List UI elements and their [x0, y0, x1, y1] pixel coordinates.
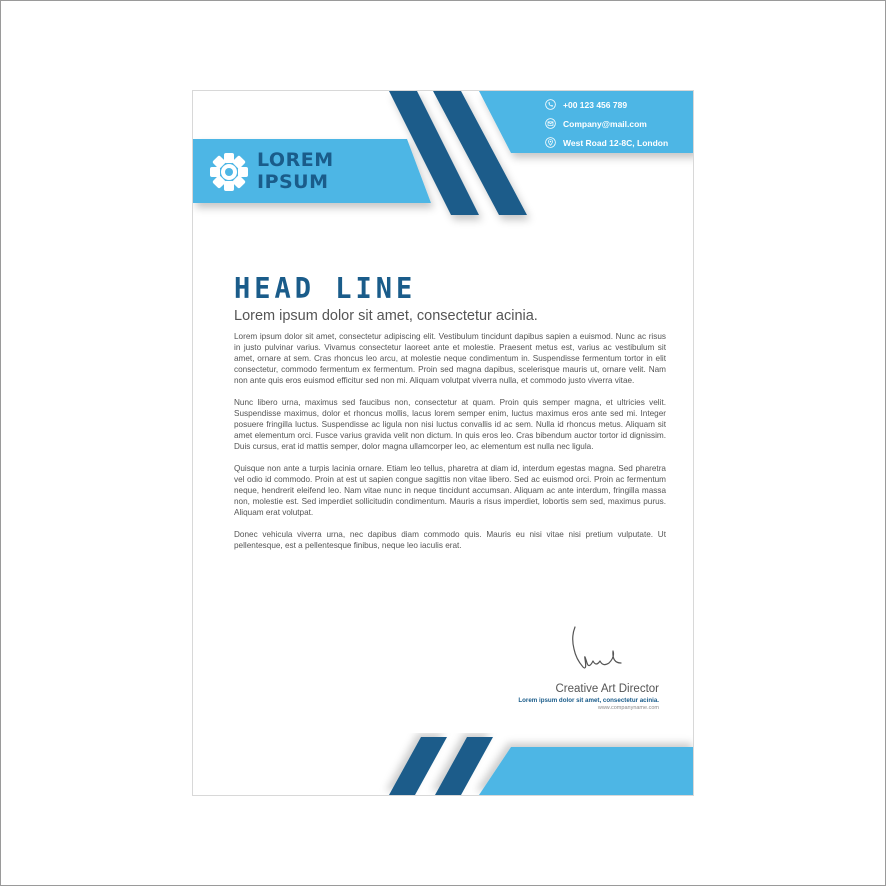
subheadline: Lorem ipsum dolor sit amet, consectetur acinia. — [234, 308, 538, 324]
signature-subtitle: Lorem ipsum dolor sit amet, consectetur acinia. — [518, 697, 659, 704]
signature-website: www.companyname.com — [597, 705, 659, 711]
paragraph-2: Nunc libero urna, maximus sed faucibus non, consectetur at quam. Proin quis semper magna, et ultricies velit. Suspendisse maximus, dolor et rhoncus mollis, lacus lorem semper enim, luctus maximus eros ante sed mi. Integer posuere fringilla luctus. Suspendisse ac ligula non nisi luctus convallis id ac sem. Nulla id rhoncus metus. Aliquam sit amet elementum orci. Fusce varius gravida velit non dictum. In quis eros leo. Cras bibendum auctor tortor id dignissim. Duis cursus, erat id mattis semper, dolor magna ullamcorper leo, ac elementum est nulla nec ligula. — [234, 398, 666, 451]
signature-title: Creative Art Director — [555, 683, 659, 695]
contact-address — [545, 133, 668, 152]
paragraph-1: Lorem ipsum dolor sit amet, consectetur adipiscing elit. Vestibulum tincidunt dapibus sapien a euismod. Nunc ac risus in justo pulvinar varius. Vivamus consectetur laoreet ante et molestie. Praesent metus est, varius ac vestibulum sit amet, ornare at sem. Cras rhoncus leo arcu, at molestie neque condimentum in. Suspendisse fermentum tortor in elit consectetur, commodo fermentum ex fermentum. Proin sed magna dapibus, scelerisque mauris ut, ornare velit. Nam non ante quis eros euismod efficitur sed non mi. Aliquam volutpat viverra nulla, et commodo justo viverra vitae. — [234, 332, 666, 385]
logo-line-1: LOREM — [257, 149, 334, 171]
mail-icon — [545, 118, 556, 129]
footer-stripe-1 — [389, 737, 447, 795]
footer-band — [479, 747, 694, 795]
headline: HEAD LINE — [234, 273, 417, 306]
letter-body — [234, 331, 666, 562]
handwritten-signature — [565, 623, 631, 679]
contact-email-text: Company@mail.com — [563, 118, 647, 129]
location-pin-icon — [545, 137, 556, 148]
logo-line-2: IPSUM — [257, 171, 329, 193]
contact-phone-text: +00 123 456 789 — [563, 99, 628, 110]
footer-stripe-2 — [435, 737, 493, 795]
contact-block — [545, 95, 668, 152]
phone-icon — [545, 99, 556, 110]
contact-phone — [545, 95, 668, 114]
footer-graphics — [193, 733, 694, 795]
paragraph-3: Quisque non ante a turpis lacinia ornare. Etiam leo tellus, pharetra at diam id, interdum egestas magna. Sed pharetra vel odio id commodo. Proin at est ut sapien congue sagittis non vitae libero. Sed ac euismod orci. Proin ac fermentum neque, hendrerit eleifend leo. Nam vitae nunc in neque tincidunt accumsan. Aliquam ac ante interdum, fringilla massa non, molestie est. Sed imperdiet sollicitudin condimentum. Mauris a risus imperdiet, lobortis sem sed, maximus purus. Aliquam erat volutpat. — [234, 464, 666, 517]
logo-wordmark — [257, 149, 334, 193]
letterhead-page — [192, 90, 694, 796]
contact-address-text: West Road 12-8C, London — [563, 137, 669, 148]
contact-email — [545, 114, 668, 133]
flower-emblem-icon — [209, 152, 249, 192]
paragraph-4: Donec vehicula viverra urna, nec dapibus diam commodo quis. Mauris eu nisi vitae nisi pretium vulputate. Ut pellentesque, est a pellentesque finibus, neque leo iaculis erat. — [234, 530, 666, 550]
